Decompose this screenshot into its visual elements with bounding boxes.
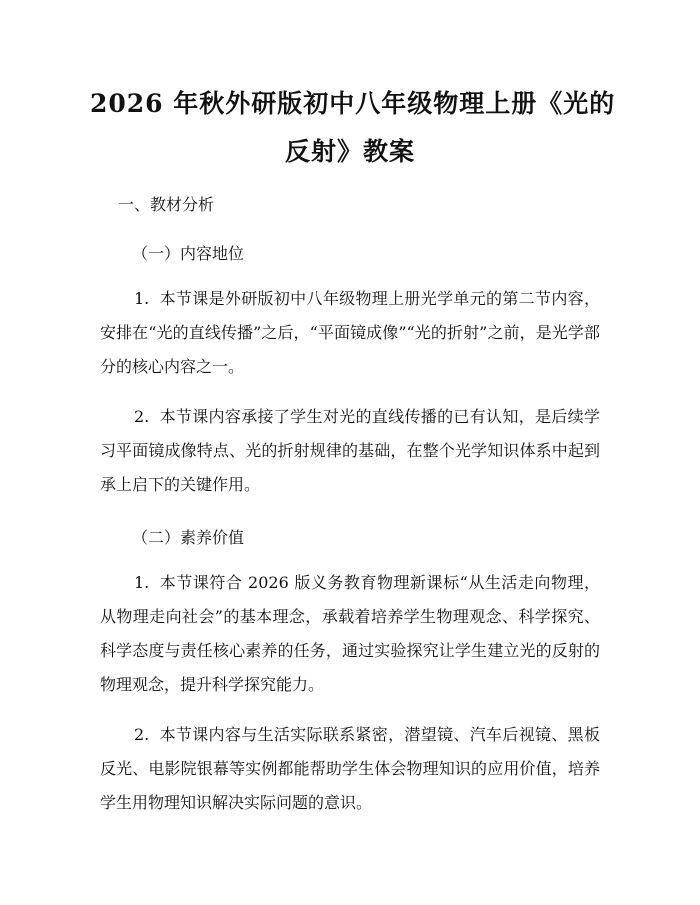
- subsection-heading-literacy-value: （二）素养价值: [132, 528, 245, 547]
- subsection-heading-content-position: （一）内容地位: [132, 244, 245, 263]
- paragraph-number: 2.: [134, 725, 150, 744]
- paragraph-text: 本节课内容与生活实际联系紧密，潜望镜、汽车后视镜、黑板反光、电影院银幕等实例都能帮助学生体会物理知识的应用价值，培养学生用物理知识解决实际问题的意识。: [100, 725, 600, 812]
- paragraph-number: 1.: [134, 573, 150, 592]
- document-title-line2: 反射》教案: [284, 137, 415, 166]
- paragraph-text: 本节课是外研版初中八年级物理上册光学单元的第二节内容，安排在“光的直线传播”之后，“平面镜成像”“光的折射”之前，是光学部分的核心内容之一。: [100, 289, 600, 376]
- paragraph-number: 1.: [134, 289, 150, 308]
- paragraph-literacy-value-2: [100, 718, 600, 820]
- paragraph-content-position-2: [100, 400, 600, 502]
- document-title-line1: 2026 年秋外研版初中八年级物理上册《光的: [90, 89, 616, 118]
- paragraph-literacy-value-1: [100, 566, 600, 702]
- paragraph-text: 本节课内容承接了学生对光的直线传播的已有认知，是后续学习平面镜成像特点、光的折射规律的基础，在整个光学知识体系中起到承上启下的关键作用。: [100, 407, 600, 494]
- section-heading-textbook-analysis: 一、教材分析: [118, 195, 215, 214]
- paragraph-content-position-1: [100, 282, 600, 384]
- paragraph-number: 2.: [134, 407, 150, 426]
- paragraph-text: 本节课符合 2026 版义务教育物理新课标“从生活走向物理，从物理走向社会”的基本理念，承载着培养学生物理观念、科学探究、科学态度与责任核心素养的任务，通过实验探究让学生建立光的反射的物理观念，提升科学探究能力。: [100, 573, 600, 694]
